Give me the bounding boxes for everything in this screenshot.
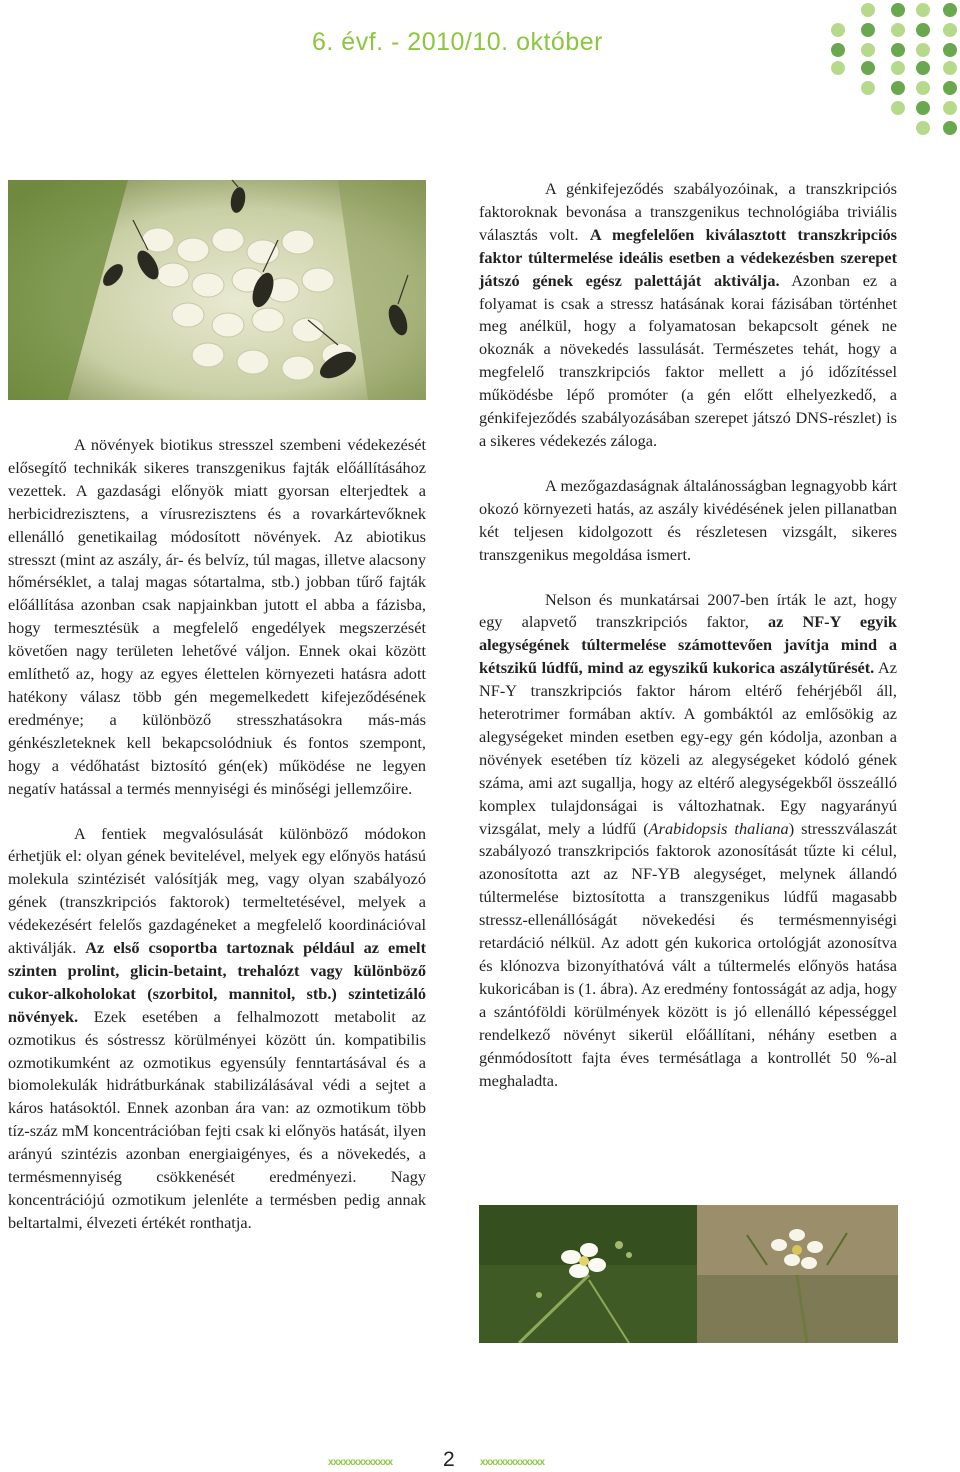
decorative-dot bbox=[943, 81, 957, 95]
decorative-dot bbox=[891, 81, 905, 95]
left-paragraph-2: A fentiek megvalósulását különböző módokon érhetjük el: olyan gének bevitelével, melyek egy előnyös hatású molekula szintézisét valósítják meg, vagy olyan szabályozó gének (transzkripciós faktorok) termeltetésével, melyek a védekezésért felelős gazdagéneket a megfelelő koordinációval aktiválják. Az első csoportba tartoznak például az emelt szinten prolint, glicin-betaint, trehalózt vagy különböző cukor-alkoholokat (szorbitol, mannitol, stb.) szintetizáló növények. Ezek esetében a felhalmozott metabolit az ozmotikus és sóstressz körülményei között ún. kompatibilis ozmotikumként az ozmotikus egyensúly fenntartásával és a biomolekulák hidrátburkának stabilizálásával védi a sejtet a káros hatásoktól. Ennek azonban ára van: az ozmotikum több tíz-száz mM koncentrációban fejti csak ki előnyös hatását, ilyen arányú szintézis azonban energiaigényes, és a növekedés, a termésmennyiség csökkenését eredményezi. Nagy koncentrációjú ozmotikum jelenléte a termésben pedig annak beltartalmi, élvezeti értékét ronthatja. bbox=[8, 823, 427, 1232]
decorative-dot bbox=[916, 61, 930, 75]
decorative-dot bbox=[891, 3, 905, 17]
decorative-dot bbox=[943, 61, 957, 75]
decorative-dot bbox=[861, 3, 875, 17]
beetles-on-corn-photo bbox=[8, 180, 426, 400]
issue-header: 6. évf. - 2010/10. október bbox=[312, 28, 603, 56]
decorative-dot bbox=[891, 61, 905, 75]
decorative-dot bbox=[916, 43, 930, 57]
decorative-dot-grid bbox=[0, 0, 960, 160]
decorative-dot bbox=[916, 121, 930, 135]
decorative-dot bbox=[861, 43, 875, 57]
decorative-dot bbox=[891, 101, 905, 115]
decorative-dot bbox=[943, 23, 957, 37]
decorative-dot bbox=[861, 23, 875, 37]
page-number: 2 bbox=[443, 1448, 455, 1471]
footer-ornament-left: xxxxxxxxxxxxx bbox=[328, 1457, 393, 1468]
arabidopsis-flower-photo-left bbox=[479, 1205, 697, 1343]
page-footer bbox=[0, 1450, 960, 1472]
footer-ornament-right: xxxxxxxxxxxxx bbox=[480, 1457, 545, 1468]
decorative-dot bbox=[891, 23, 905, 37]
decorative-dot bbox=[831, 23, 845, 37]
decorative-dot bbox=[916, 3, 930, 17]
decorative-dot bbox=[943, 3, 957, 17]
decorative-dot bbox=[943, 43, 957, 57]
arabidopsis-flower-photo-right bbox=[697, 1205, 898, 1343]
left-column bbox=[8, 434, 426, 1257]
decorative-dot bbox=[916, 101, 930, 115]
decorative-dot bbox=[831, 43, 845, 57]
decorative-dot bbox=[861, 61, 875, 75]
decorative-dot bbox=[943, 101, 957, 115]
decorative-dot bbox=[943, 121, 957, 135]
decorative-dot bbox=[861, 81, 875, 95]
right-paragraph-1: A génkifejeződés szabályozóinak, a transzkripciós faktoroknak bevonása a transzgenikus technológiába triviális választás volt. A megfelelően kiválasztott transzkripciós faktor túltermelése ideális esetben a védekezésben szerepet játszó gének egész palettáját aktiválja. Azonban ez a folyamat is csak a stressz hatásának korai fázisában történhet meg anélkül, hogy a folyamatosan bekapcsolt gének ne okoznák a növekedés lassulását. Természetes tehát, hogy a megfelelő transzkripciós faktor mellett a jó időzítéssel működésbe lépő promóter (a gén előtt elhelyezkedő, a génkifejeződés szabályozásában szerepet játszó DNS-részlet) is a sikeres védekezés záloga. bbox=[479, 179, 898, 450]
right-paragraph-2: A mezőgazdaságnak általánosságban legnagyobb kárt okozó környezeti hatás, az aszály kivédésének jelen pillanatban két teljesen kidolgozott és részletesen vizsgált, sikeres transzgenikus megoldása ismert. bbox=[479, 475, 897, 564]
decorative-dot bbox=[916, 81, 930, 95]
decorative-dot bbox=[916, 23, 930, 37]
left-paragraph-1: A növények biotikus stresszel szembeni védekezését elősegítő technikák sikeres transzgenikus fajták előállításához vezettek. A gazdasági előnyök miatt gyorsan elterjedtek a herbicidrezisztens, a vírusrezisztens és a rovarkártevőknek ellenálló genetikailag módosított növények. Az abiotikus stresszt (mint az aszály, ár- és belvíz, túl magas, illetve alacsony hőmérséklet, a talaj magas sótartalma, stb.) jobban tűrő fajták előállítása azonban csak napjainkban jutott el abba a fázisba, hogy termesztésük a megfelelő engedélyek megszerzését követően nagy területen lehetővé váljon. Ennek okai között említhető az, hogy az egyes élettelen környezeti hatásra adott hatékony válasz több gén megemelkedett kifejeződésének eredménye; a különböző stresszhatásokra más-más génkészleteknek kell bekapcsolódniuk és fontos szempont, hogy a védőhatást biztosító gén(ek) működése ne legyen negatív hatással a termés mennyiségi és minőségi jellemzőire. bbox=[8, 435, 426, 798]
decorative-dot bbox=[891, 43, 905, 57]
right-paragraph-3: Nelson és munkatársai 2007-ben írták le azt, hogy egy alapvető transzkripciós faktor, az NF-Y egyik alegységének túltermelése számottevően javítja mind a kétszikű lúdfű, mind az egyszikű kukorica aszálytűrését. Az NF-Y transzkripciós faktor három eltérő fehérjéből áll, heterotrimer formában aktív. A gombáktól az emlősökig az alegységeket minden esetben egy-egy gén kódolja, azonban a növények esetében tíz közeli az alegységeket kódoló gének száma, ami azt sugallja, hogy az eltérő alegységekből összeálló komplex tulajdonságai is változhatnak. Egy nagyarányú vizsgálat, mely a lúdfű (Arabidopsis thaliana) stresszválaszát szabályozó transzkripciós faktorok azonosítását tűzte ki célul, azonosította azt az NF-YB alegységet, melynek állandó túltermelése biztosította a transzgenikus lúdfű magasabb stressz-ellenállóságát növekedési és termésmennyiségi retardáció nélkül. Az adott gén kukorica ortológját azonosítva és klónozva bizonyíthatóvá vált a túltermelés előnyös hatása kukoricában is (1. ábra). Az eredmény fontosságát az adja, hogy a szántóföldi körülmények között is jó ellenálló képességgel rendelkező növényt sikerül előállítani, néhány esetben a génmódosított fajta éves termésátlaga a kontrollét 50 %-al meghaladta. bbox=[479, 589, 897, 1090]
right-column bbox=[479, 178, 897, 1114]
decorative-dot bbox=[831, 61, 845, 75]
